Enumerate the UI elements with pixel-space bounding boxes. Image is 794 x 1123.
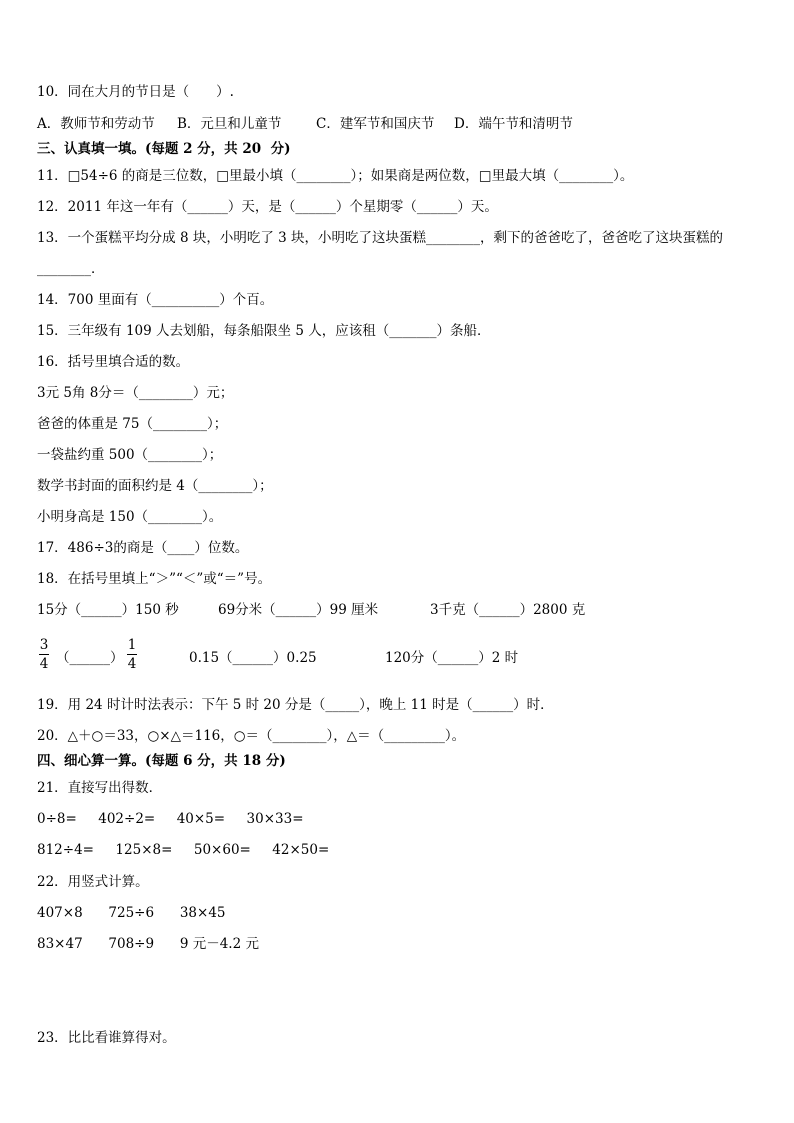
q18-fraction-three-quarters bbox=[39, 637, 49, 672]
q10-option-a: A．教师节和劳动节 bbox=[37, 116, 155, 132]
q18-compare-1: 15分（______）150 秒 bbox=[37, 602, 179, 618]
q22-stem: 22．用竖式计算。 bbox=[37, 874, 149, 890]
q17-text: 17．486÷3的商是（____）位数。 bbox=[37, 540, 249, 556]
q20-text: 20．△＋○＝33，○×△＝116，○＝（________），△＝（_________）。 bbox=[37, 728, 466, 744]
fraction-numerator: 3 bbox=[39, 637, 49, 653]
q10-option-c: C．建军节和国庆节 bbox=[316, 116, 435, 132]
q16-item-2: 爸爸的体重是 75（________）； bbox=[37, 416, 228, 432]
fraction-denominator: 4 bbox=[127, 656, 137, 672]
q18-compare-5: 0.15（______）0.25 bbox=[189, 650, 317, 666]
q19-text: 19．用 24 时计时法表示：下午 5 时 20 分是（_____），晚上 11 时是（______）时． bbox=[37, 697, 554, 713]
q18-fraction-blank: （______） bbox=[56, 650, 124, 666]
q18-fraction-one-quarter bbox=[127, 637, 137, 672]
q16-item-3: 一袋盐约重 500（________）； bbox=[37, 447, 223, 463]
q18-compare-2: 69分米（______）99 厘米 bbox=[218, 602, 379, 618]
q15-text: 15．三年级有 109 人去划船，每条船限坐 5 人，应该租（_______）条船． bbox=[37, 323, 491, 339]
q10-option-d: D．端午节和清明节 bbox=[454, 116, 573, 132]
q18-compare-3: 3千克（______）2800 克 bbox=[430, 602, 586, 618]
q13-text-line2: ________． bbox=[37, 261, 105, 277]
q21-stem: 21．直接写出得数． bbox=[37, 780, 163, 796]
section-3-heading: 三、认真填一填。(每题 2 分，共 20 分) bbox=[37, 141, 291, 157]
q22-row-1: 407×8 725÷6 38×45 bbox=[37, 905, 226, 921]
q11-text: 11．□54÷6 的商是三位数，□里最小填（________）；如果商是两位数，□里最大填（________）。 bbox=[37, 168, 634, 184]
fraction-bar bbox=[39, 654, 49, 655]
q16-item-4: 数学书封面的面积约是 4（________）； bbox=[37, 478, 273, 494]
q23-text: 23．比比看谁算得对。 bbox=[37, 1030, 176, 1046]
q14-text: 14．700 里面有（__________）个百。 bbox=[37, 292, 274, 308]
fraction-bar bbox=[127, 654, 137, 655]
fraction-denominator: 4 bbox=[39, 656, 49, 672]
q13-text-line1: 13．一个蛋糕平均分成 8 块，小明吃了 3 块，小明吃了这块蛋糕________，剩下的爸爸吃了，爸爸吃了这块蛋糕的 bbox=[37, 230, 724, 246]
fraction-numerator: 1 bbox=[127, 637, 137, 653]
q21-row-2: 812÷4= 125×8= 50×60= 42×50= bbox=[37, 842, 330, 858]
q10-option-b: B．元旦和儿童节 bbox=[177, 116, 282, 132]
q18-compare-6: 120分（______）2 时 bbox=[385, 650, 519, 666]
q10-stem: 10．同在大月的节日是（ ）. bbox=[37, 84, 234, 100]
q12-text: 12．2011 年这一年有（______）天，是（______）个星期零（______）天。 bbox=[37, 199, 498, 215]
q16-item-5: 小明身高是 150（________）。 bbox=[37, 509, 223, 525]
section-4-heading: 四、细心算一算。(每题 6 分，共 18 分) bbox=[37, 753, 286, 769]
q16-item-1: 3元 5角 8分＝（________）元； bbox=[37, 385, 234, 401]
q21-row-1: 0÷8= 402÷2= 40×5= 30×33= bbox=[37, 811, 304, 827]
q18-stem: 18．在括号里填上“＞”“＜”或“＝”号。 bbox=[37, 571, 272, 587]
q22-row-2: 83×47 708÷9 9 元－4.2 元 bbox=[37, 936, 259, 952]
q16-stem: 16．括号里填合适的数。 bbox=[37, 354, 190, 370]
